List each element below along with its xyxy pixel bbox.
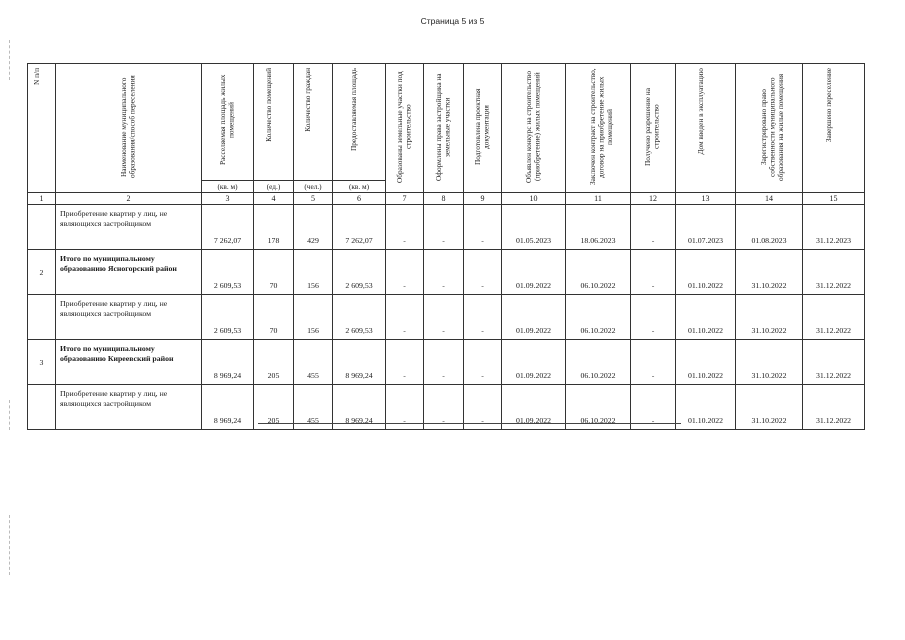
cell-c9: - — [464, 205, 502, 250]
column-number: 1 — [28, 193, 56, 205]
header-label: Зарегистрировано право собственности муниципального образования на жилые помещения — [759, 73, 785, 181]
cell-rooms: 205 — [254, 340, 294, 385]
cell-idx: 2 — [28, 250, 56, 295]
cell-c9: - — [464, 250, 502, 295]
header-cell-11 — [566, 64, 631, 193]
cell-name: Итого по муниципальному образованию Киреевский район — [56, 340, 202, 385]
cell-c9: - — [464, 340, 502, 385]
header-cell-2 — [56, 64, 202, 193]
cell-c14: 31.10.2022 — [736, 295, 803, 340]
cell-rooms: 178 — [254, 205, 294, 250]
header-label: Расселяемая площадь жилых помещений — [217, 74, 235, 166]
cell-c11: 06.10.2022 — [566, 250, 631, 295]
header-cell-3 — [202, 64, 254, 193]
cell-name: Приобретение квартир у лиц, не являющихся застройщиком — [56, 385, 202, 430]
header-label: Дом введен в эксплуатацию — [695, 68, 705, 155]
cell-c10: 01.09.2022 — [502, 295, 566, 340]
unit-label: (ед.) — [254, 180, 293, 191]
header-label: Образованы земельные участки под строительство — [394, 71, 412, 183]
column-number: 8 — [424, 193, 464, 205]
cell-idx: 3 — [28, 340, 56, 385]
cell-area: 8 969,24 — [202, 340, 254, 385]
cell-c15: 31.12.2022 — [803, 340, 865, 385]
cell-people: 455 — [294, 340, 333, 385]
column-number: 14 — [736, 193, 803, 205]
header-cell-12 — [631, 64, 676, 193]
cell-idx — [28, 385, 56, 430]
cell-idx — [28, 205, 56, 250]
column-number: 3 — [202, 193, 254, 205]
unit-label: (кв. м) — [202, 180, 253, 191]
cell-provided: 8 969,24 — [333, 385, 386, 430]
header-cell-8 — [424, 64, 464, 193]
cell-c14: 31.10.2022 — [736, 340, 803, 385]
cell-c10: 01.09.2022 — [502, 250, 566, 295]
header-label: N п/п — [31, 68, 41, 85]
header-label: Объявлен конкурс на строительство (приобретение) жилых помещений — [523, 71, 541, 183]
header-label: Оформлены права застройщика на земельные участки — [433, 73, 451, 181]
column-number: 7 — [386, 193, 424, 205]
margin-mark — [9, 515, 11, 575]
column-number: 10 — [502, 193, 566, 205]
cell-provided: 7 262,07 — [333, 205, 386, 250]
cell-c10: 01.09.2022 — [502, 340, 566, 385]
cell-c10: 01.05.2023 — [502, 205, 566, 250]
cell-c15: 31.12.2022 — [803, 385, 865, 430]
header-cell-6 — [333, 64, 386, 193]
cell-c15: 31.12.2022 — [803, 250, 865, 295]
column-number: 12 — [631, 193, 676, 205]
cell-name: Приобретение квартир у лиц, не являющихся застройщиком — [56, 295, 202, 340]
cell-c15: 31.12.2023 — [803, 205, 865, 250]
cell-c9: - — [464, 385, 502, 430]
cell-c13: 01.10.2022 — [676, 295, 736, 340]
cell-c13: 01.07.2023 — [676, 205, 736, 250]
cell-c11: 18.06.2023 — [566, 205, 631, 250]
cell-c12: - — [631, 295, 676, 340]
cell-c8: - — [424, 385, 464, 430]
header-cell-4 — [254, 64, 294, 193]
header-cell-7 — [386, 64, 424, 193]
header-label: Получено разрешение на строительство — [643, 88, 661, 166]
column-number: 9 — [464, 193, 502, 205]
cell-name: Итого по муниципальному образованию Ясногорский район — [56, 250, 202, 295]
cell-c8: - — [424, 205, 464, 250]
cell-area: 2 609,53 — [202, 250, 254, 295]
cell-c7: - — [386, 250, 424, 295]
unit-label: (кв. м) — [333, 180, 385, 191]
header-cell-10 — [502, 64, 566, 193]
resettlement-table — [27, 63, 865, 430]
header-cell-13 — [676, 64, 736, 193]
column-number: 13 — [676, 193, 736, 205]
cell-c13: 01.10.2022 — [676, 250, 736, 295]
cell-name: Приобретение квартир у лиц, не являющихся застройщиком — [56, 205, 202, 250]
cell-c8: - — [424, 250, 464, 295]
header-label: Количество граждан — [303, 68, 312, 132]
column-number: 4 — [254, 193, 294, 205]
end-rule — [258, 423, 681, 424]
cell-area: 2 609,53 — [202, 295, 254, 340]
header-label: Предоставляемая площадь — [349, 68, 358, 152]
cell-c11: 06.10.2022 — [566, 385, 631, 430]
cell-people: 455 — [294, 385, 333, 430]
table-row — [28, 205, 865, 250]
cell-c14: 31.10.2022 — [736, 385, 803, 430]
cell-c14: 01.08.2023 — [736, 205, 803, 250]
margin-mark — [9, 40, 11, 80]
unit-label: (чел.) — [294, 180, 332, 191]
cell-idx — [28, 295, 56, 340]
column-number: 2 — [56, 193, 202, 205]
column-number: 6 — [333, 193, 386, 205]
table-row — [28, 295, 865, 340]
cell-provided: 2 609,53 — [333, 295, 386, 340]
cell-c11: 06.10.2022 — [566, 295, 631, 340]
header-row — [28, 64, 865, 193]
cell-people: 156 — [294, 250, 333, 295]
cell-area: 7 262,07 — [202, 205, 254, 250]
cell-c12: - — [631, 205, 676, 250]
cell-c8: - — [424, 295, 464, 340]
cell-c13: 01.10.2022 — [676, 385, 736, 430]
cell-c14: 31.10.2022 — [736, 250, 803, 295]
cell-provided: 8 969,24 — [333, 340, 386, 385]
cell-area: 8 969,24 — [202, 385, 254, 430]
column-number-row — [28, 193, 865, 205]
header-cell-14 — [736, 64, 803, 193]
table-row — [28, 250, 865, 295]
header-cell-5 — [294, 64, 333, 193]
cell-people: 429 — [294, 205, 333, 250]
column-number: 15 — [803, 193, 865, 205]
page-header: Страница 5 из 5 — [420, 16, 485, 26]
cell-c13: 01.10.2022 — [676, 340, 736, 385]
cell-c11: 06.10.2022 — [566, 340, 631, 385]
header-cell-15 — [803, 64, 865, 193]
cell-c7: - — [386, 205, 424, 250]
header-label: Заключен контракт на строительство, договор на приобретение жилых помещений — [588, 68, 614, 186]
cell-provided: 2 609,53 — [333, 250, 386, 295]
cell-c8: - — [424, 340, 464, 385]
cell-c9: - — [464, 295, 502, 340]
cell-people: 156 — [294, 295, 333, 340]
cell-c12: - — [631, 385, 676, 430]
cell-c12: - — [631, 340, 676, 385]
cell-c10: 01.09.2022 — [502, 385, 566, 430]
cell-c15: 31.12.2022 — [803, 295, 865, 340]
header-label: Наименование муниципального образования/способ переселения — [118, 75, 136, 179]
header-label: Завершено переселение — [823, 68, 833, 143]
header-cell-1 — [28, 64, 56, 193]
cell-rooms: 205 — [254, 385, 294, 430]
cell-c12: - — [631, 250, 676, 295]
cell-c7: - — [386, 385, 424, 430]
column-number: 11 — [566, 193, 631, 205]
cell-rooms: 70 — [254, 295, 294, 340]
header-label: Количество помещений — [263, 68, 273, 142]
cell-c7: - — [386, 340, 424, 385]
margin-mark — [9, 400, 11, 430]
cell-c7: - — [386, 295, 424, 340]
header-label: Подготовлена проектная документация — [472, 88, 490, 166]
table-row — [28, 340, 865, 385]
header-cell-9 — [464, 64, 502, 193]
column-number: 5 — [294, 193, 333, 205]
cell-rooms: 70 — [254, 250, 294, 295]
